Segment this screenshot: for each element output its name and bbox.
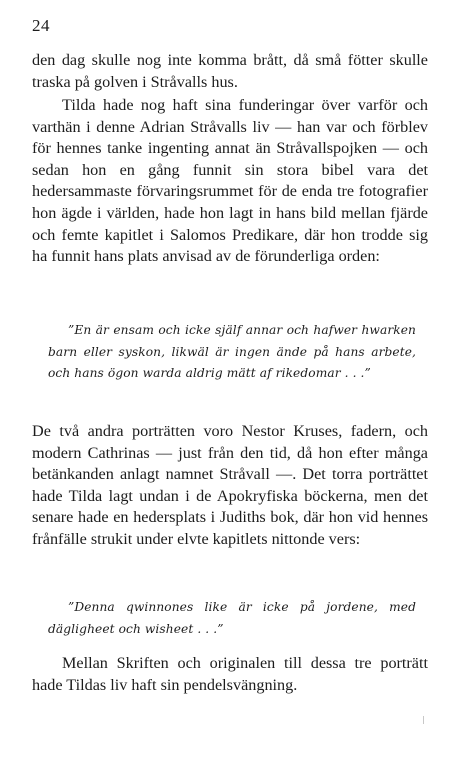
page-number: 24: [32, 16, 50, 35]
quotation-1: ”En är ensam och icke själf annar och hafwer hwarken barn eller syskon, likwäl är ingen ände på hans arbete, och hans ögon warda aldrig mätt af rikedomar . . .”: [48, 323, 416, 380]
paragraph-1: den dag skulle nog inte komma brått, då små fötter skulle traska på golven i Stråvalls hus.: [32, 51, 428, 91]
paragraph-3: De två andra porträtten voro Nestor Kruses, fadern, och modern Cathrinas — just från den tid, då hon efter många betänkanden anlagt namnet Stråvall —. Det torra porträttet hade Tilda lagt undan i de Apokryfiska böckerna, men det senare hade en hedersplats i Judiths bok, där hon vid hennes frånfälle strukit under elvte kapitlets nittonde vers:: [32, 422, 428, 548]
paragraph-2: Tilda hade nog haft sina funderingar över varför och varthän i denne Adrian Stråvalls liv — han var och förblev för hennes tanke ingenting annat än Stråvallspojken — och sedan hon en gång funnit sin stora bibel vara det hedersammaste förvaringsrummet för de enda tre fotografier hon ägde i världen, hade hon lagt in hans bild mellan fjärde och femte kapitlet i Salomos Predikare, där hon trodde sig ha funnit hans plats anvisad av de förunderliga orden:: [32, 96, 428, 266]
quotation-2: ”Denna qwinnones like är icke på jordene, med dägligheet och wisheet . . .”: [48, 600, 416, 636]
page-edge-mark: [423, 716, 424, 724]
paragraph-4: Mellan Skriften och originalen till dessa tre porträtt hade Tildas liv haft sin pendelsvängning.: [32, 654, 428, 694]
